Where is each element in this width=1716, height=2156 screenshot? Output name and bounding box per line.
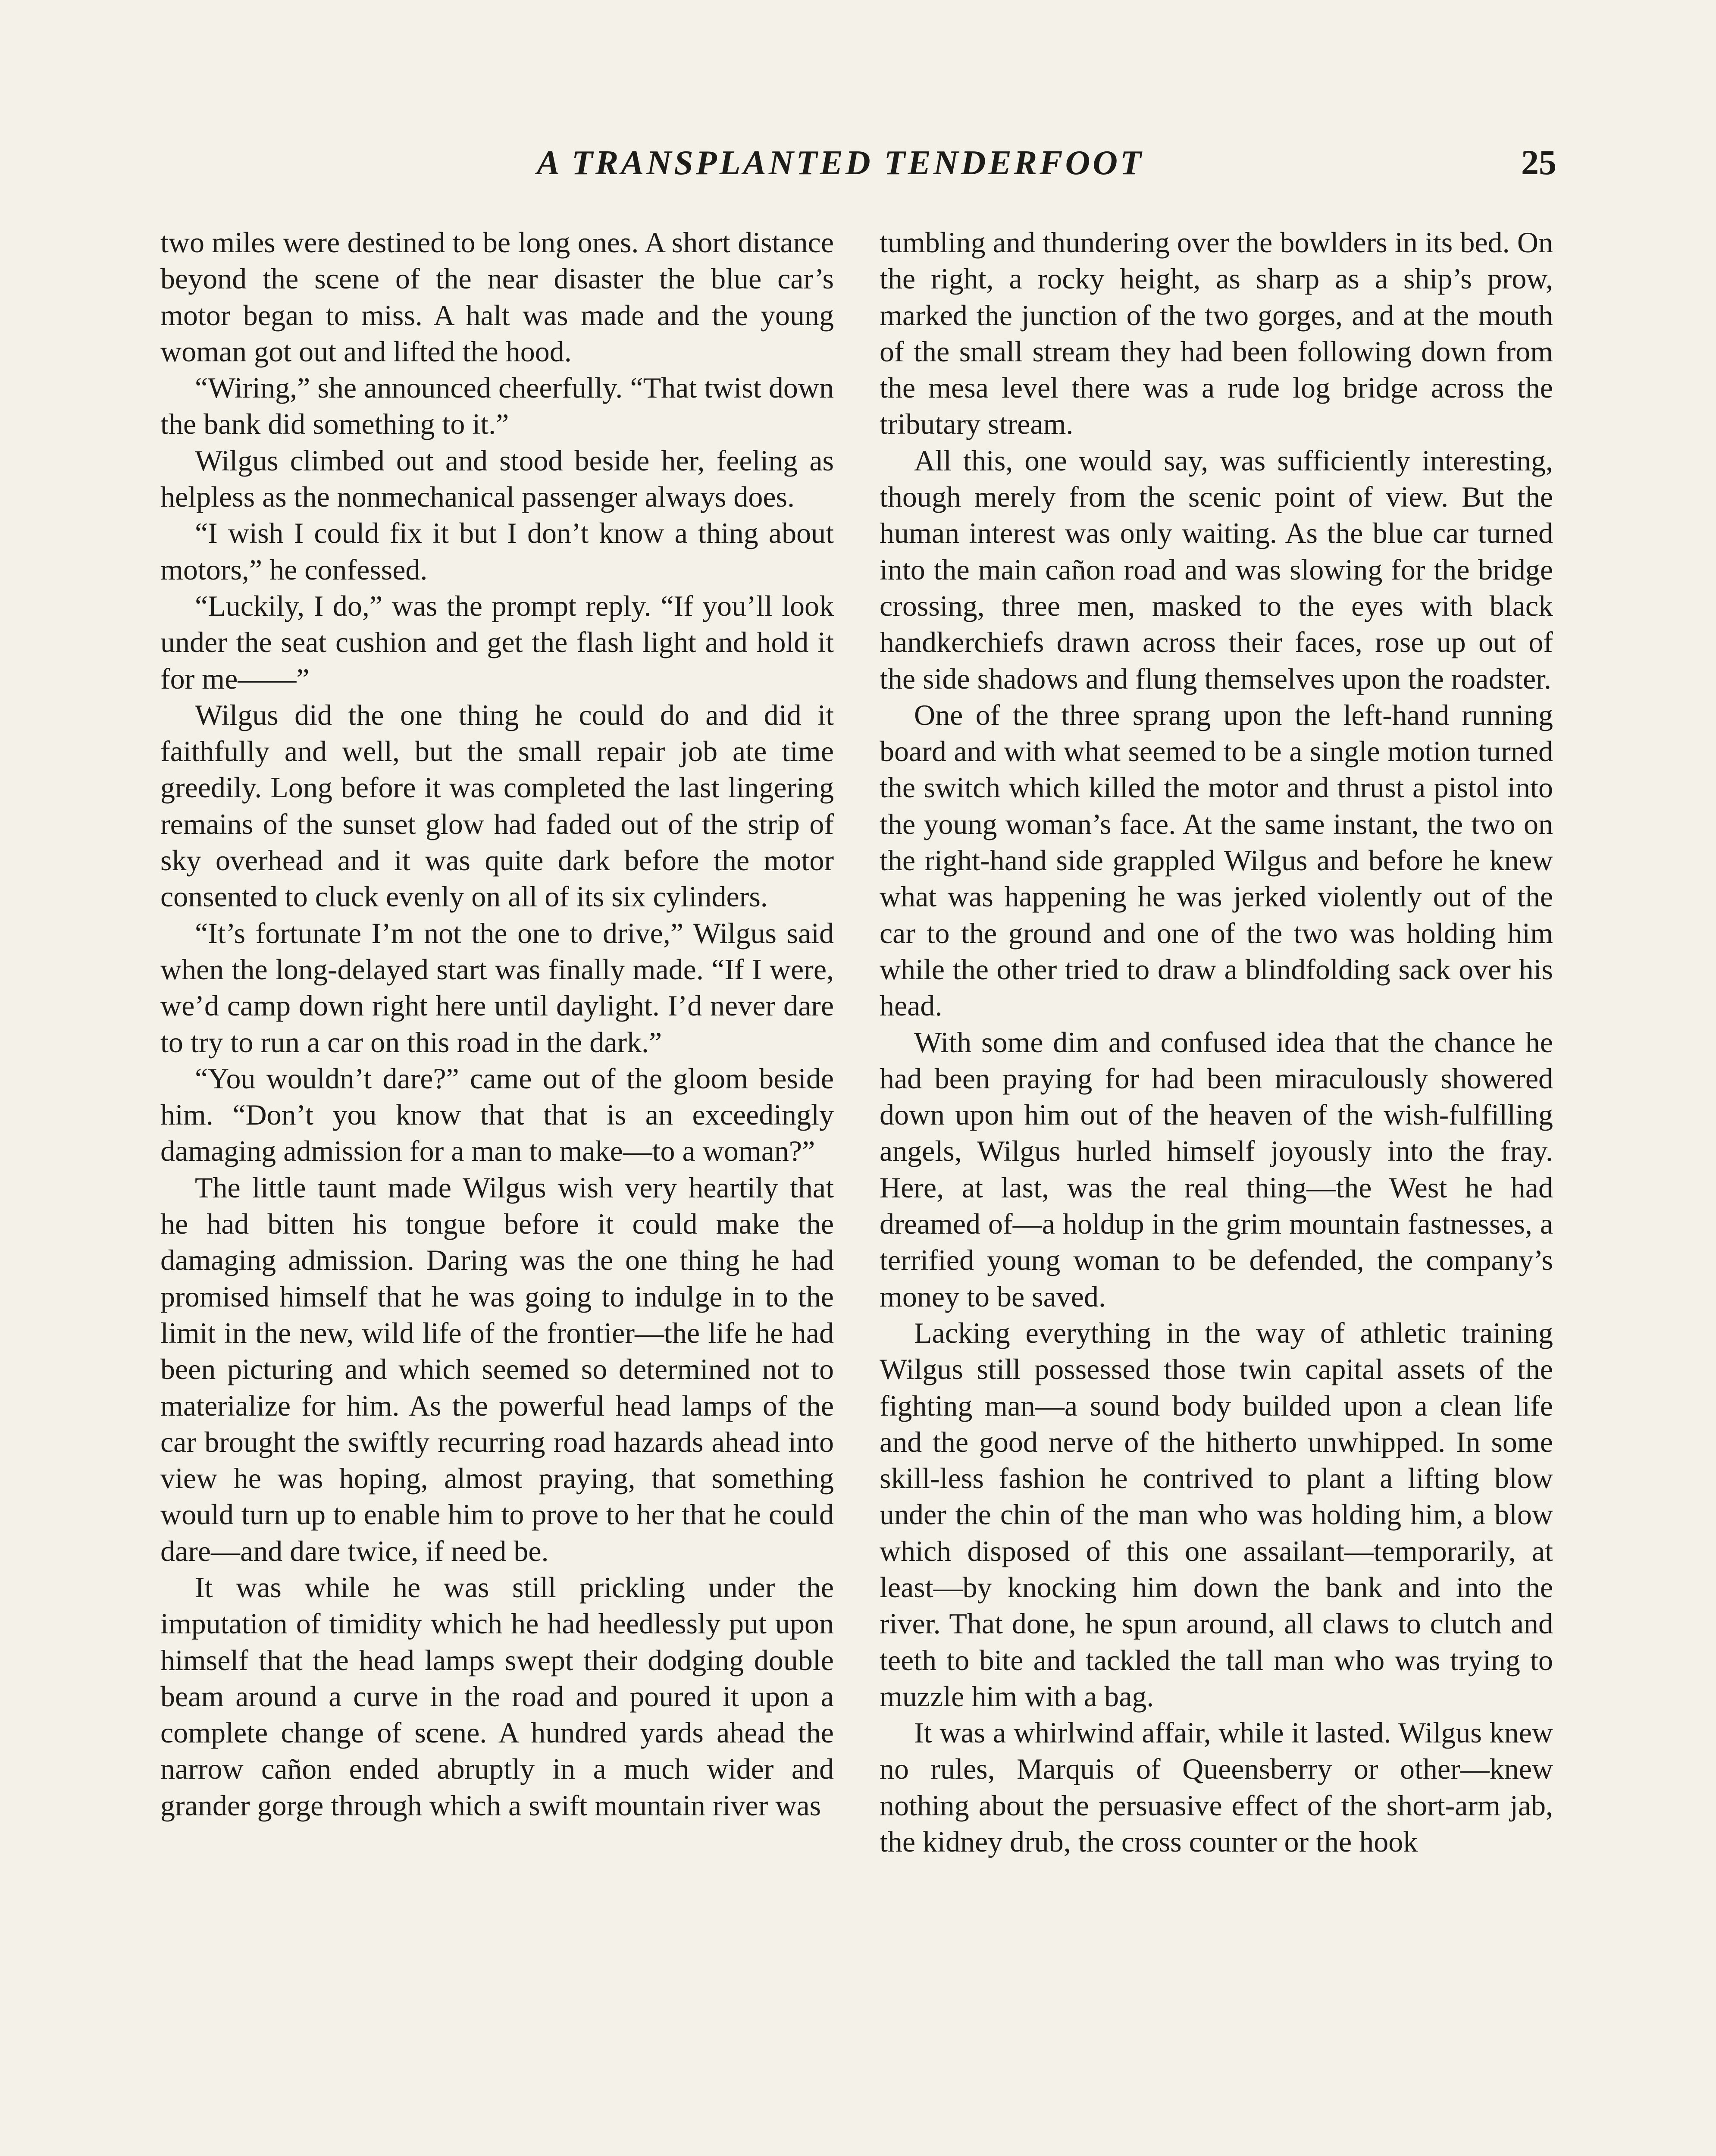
paragraph: One of the three sprang upon the left-hand running board and with what seemed to be a single motion turned the switch which killed the motor and thrust a pistol into the young woman’s face. At the same instant, the two on the right-hand side grappled Wilgus and before he knew what was happening he was jerked violently out of the car to the ground and one of the two was holding him while the other tried to draw a blindfolding sack over his head. bbox=[880, 698, 1553, 1022]
paragraph: It was while he was still prickling under the imputation of timidity which he had heedlessly put upon himself that the head lamps swept their dodging double beam around a curve in the road and poured it upon a complete change of scene. A hundred yards ahead the narrow cañon ended abruptly in a much wider and grander gorge through which a swift mountain river was bbox=[160, 1570, 834, 1822]
right-column bbox=[880, 224, 1553, 1860]
paragraph: “Luckily, I do,” was the prompt reply. “If you’ll look under the seat cushion and get the flash light and hold it for me——” bbox=[160, 589, 834, 695]
paragraph: “I wish I could fix it but I don’t know a thing about motors,” he confessed. bbox=[160, 517, 834, 586]
paragraph: It was a whirlwind affair, while it lasted. Wilgus knew no rules, Marquis of Queensberry or other—knew nothing about the persuasive effect of the short-arm jab, the kidney drub, the cross counter or the hook bbox=[880, 1716, 1553, 1858]
paragraph: Wilgus climbed out and stood beside her, feeling as helpless as the nonmechanical passenger always does. bbox=[160, 444, 834, 514]
paragraph: With some dim and confused idea that the chance he had been praying for had been miraculously showered down upon him out of the heaven of the wish-fulfilling angels, Wilgus hurled himself joyously into the fray. Here, at last, was the real thing—the West he had dreamed of—a holdup in the grim mountain fastnesses, a terrified young woman to be defended, the company’s money to be saved. bbox=[880, 1025, 1553, 1313]
paragraph: All this, one would say, was sufficiently interesting, though merely from the scenic point of view. But the human interest was only waiting. As the blue car turned into the main cañon road and was slowing for the bridge crossing, three men, masked to the eyes with black handkerchiefs drawn across their faces, rose up out of the side shadows and flung themselves upon the roadster. bbox=[880, 444, 1553, 695]
paragraph: Wilgus did the one thing he could do and did it faithfully and well, but the small repair job ate time greedily. Long before it was completed the last lingering remains of the sunset glow had faded out of the strip of sky overhead and it was quite dark before the motor consented to cluck evenly on all of its six cylinders. bbox=[160, 698, 834, 913]
paragraph: tumbling and thundering over the bowlders in its bed. On the right, a rocky height, as sharp as a ship’s prow, marked the junction of the two gorges, and at the mouth of the small stream they had been following down from the mesa level there was a rude log bridge across the tributary stream. bbox=[880, 226, 1553, 441]
running-title: A TRANSPLANTED TENDERFOOT bbox=[537, 144, 1144, 182]
paragraph: “It’s fortunate I’m not the one to drive,” Wilgus said when the long-delayed start was finally made. “If I were, we’d camp down right here until daylight. I’d never dare to try to run a car on this road in the dark.” bbox=[160, 916, 834, 1059]
left-column bbox=[160, 224, 834, 1824]
paragraph: “You wouldn’t dare?” came out of the gloom beside him. “Don’t you know that that is an exceedingly damaging admission for a man to make—to a woman?” bbox=[160, 1062, 834, 1168]
paragraph: The little taunt made Wilgus wish very heartily that he had bitten his tongue before it could make the damaging admission. Daring was the one thing he had promised himself that he was going to indulge in to the limit in the new, wild life of the frontier—the life he had been picturing and which seemed so determined not to materialize for him. As the powerful head lamps of the car brought the swiftly recurring road hazards ahead into view he was hoping, almost praying, that something would turn up to enable him to prove to her that he could dare—and dare twice, if need be. bbox=[160, 1171, 834, 1567]
paragraph: two miles were destined to be long ones. A short distance beyond the scene of the near disaster the blue car’s motor began to miss. A halt was made and the young woman got out and lifted the hood. bbox=[160, 226, 834, 368]
paragraph: Lacking everything in the way of athletic training Wilgus still possessed those twin capital assets of the fighting man—a sound body builded upon a clean life and the good nerve of the hitherto unwhipped. In some skill-less fashion he contrived to plant a lifting blow under the chin of the man who was holding him, a blow which disposed of this one assailant—temporarily, at least—by knocking him down the bank and into the river. That done, he spun around, all claws to clutch and teeth to bite and tackled the tall man who was trying to muzzle him with a bag. bbox=[880, 1316, 1553, 1713]
paragraph: “Wiring,” she announced cheerfully. “That twist down the bank did something to it.” bbox=[160, 371, 834, 441]
page-number: 25 bbox=[1521, 143, 1556, 182]
